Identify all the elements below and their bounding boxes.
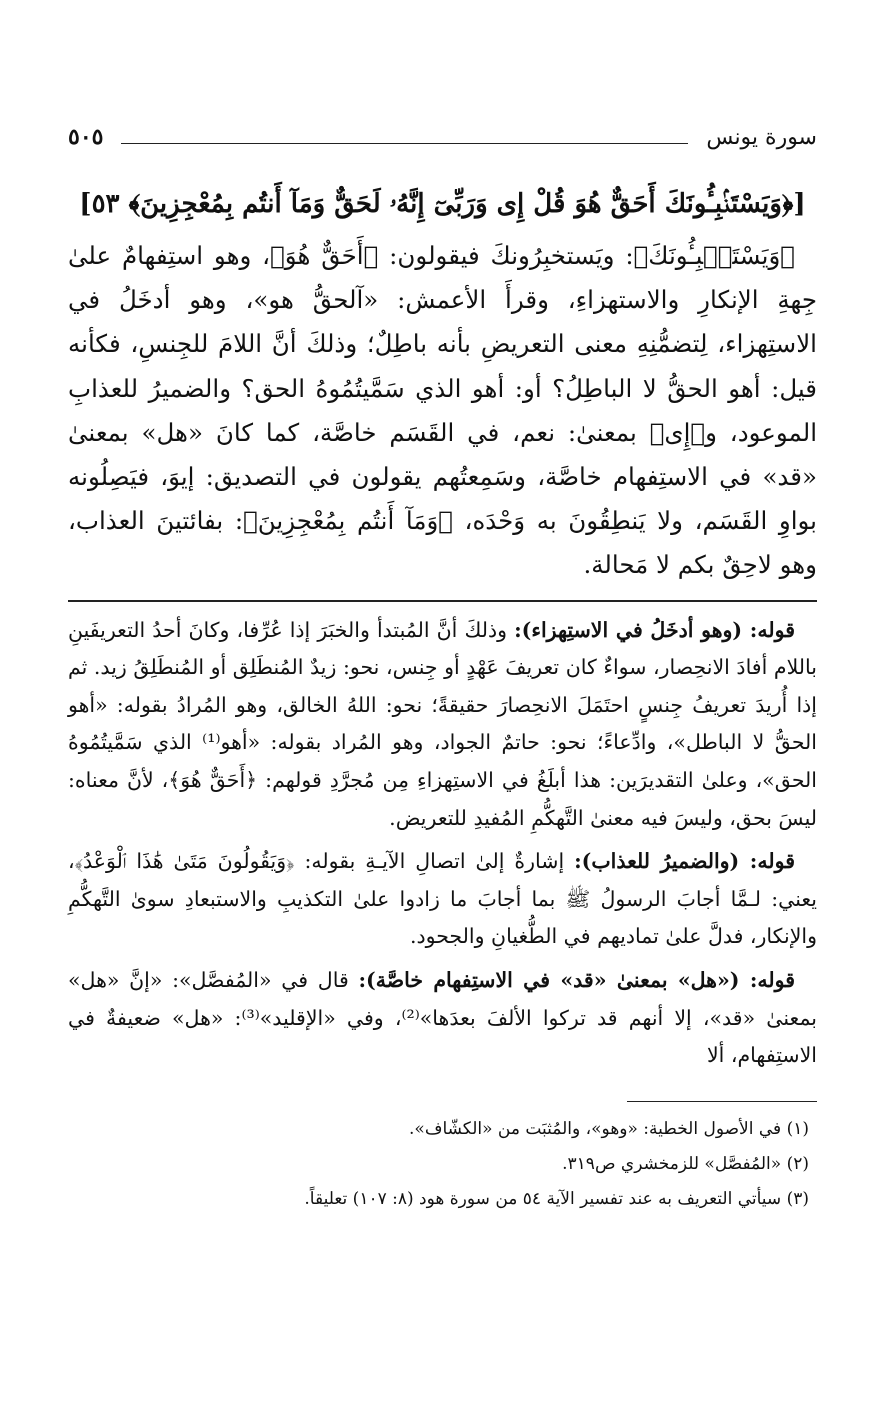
- commentary-lead: قوله: (والضميرُ للعذاب):: [574, 849, 795, 874]
- commentary-text: وذلكَ أنَّ المُبتدأ والخبَرَ إذا عُرِّفا، وكانَ أحدُ التعريفَينِ باللام أفادَ الانحِصار، سواءٌ كان تعريفَ عَهْدٍ أو جِنس، نحو: زيدٌ المُنطَلِق أو المُنطَلِقُ زيد. ثم إذا أُريدَ تعريفُ جِنسٍ احتَمَلَ الانحِصارَ حقيقةً؛ نحو: اللهُ الخالق، وهو المُرادُ بقوله: «أهو الحقُّ لا الباطل»، وادِّعاءً؛ نحو: حاتمٌ الجواد، وهو المُراد بقوله: «أهو⁽¹⁾ الذي سَمَّيتُمُوهُ الحق»، وعلىٰ التقديرَين: هذا أبلَغُ في الاستِهزاءِ مِن مُجرَّدِ قولهم: ﴿أَحَقٌّ هُوَ﴾، لأنَّ معناه: ليسَ بحق، وليسَ فيه معنىٰ التَّهكُّمِ المُفيدِ للتعريض.: [68, 617, 817, 830]
- commentary-lead: قوله: («هل» بمعنىٰ «قد» في الاستِفهام خاصَّة):: [358, 967, 796, 992]
- commentary-lead: قوله: (وهو أدخَلُ في الاستِهزاء):: [514, 617, 796, 642]
- main-paragraph: ﴿وَيَسْتَنۢبِـُٔونَكَ﴾: ويَستخبِرُونكَ فيقولون: ﴿أَحَقٌّ هُوَ﴾، وهو استِفهامٌ علىٰ جِهةِ الإنكارِ والاستهزاءِ، وقرأَ الأعمش: «آلحقُّ هو»، وهو أدخَلُ في الاستِهزاء، لِتضمُّنِهِ معنى التعريضِ بأنه باطِلٌ؛ وذلكَ أنَّ اللامَ للجِنسِ، فكأنه قيل: أهو الحقُّ لا الباطِلُ؟ أو: أهو الذي سَمَّيتُمُوهُ الحق؟ والضميرُ للعذابِ الموعود، و﴿إِى﴾ بمعنىٰ: نعم، في القَسَم خاصَّة، كما كانَ «هل» بمعنىٰ «قد» في الاستِفهام خاصَّة، وسَمِعتُهم يقولون في التصديق: إيوَ، فيَصِلُونه بواوِ القَسَم، ولا يَنطِقُونَ به وَحْدَه، ﴿وَمَآ أَنتُم بِمُعْجِزِينَ﴾: بفائتينَ العذاب، وهو لاحِقٌ بكم لا مَحالة.: [68, 241, 817, 580]
- footnote-item: (١) في الأصول الخطية: «وهو»، والمُثبَت من «الكشّاف».: [409, 1118, 809, 1139]
- quran-verse: [﴿وَيَسْتَنۢبِـُٔونَكَ أَحَقٌّ هُوَ قُلْ إِى وَرَبِّىٓ إِنَّهُۥ لَحَقٌّ وَمَآ أَنتُم بِمُعْجِزِينَ﴾ ٥٣]: [79, 189, 806, 219]
- page-number: ٥٠٥: [68, 124, 104, 150]
- header-rule: [121, 143, 688, 144]
- book-page: [68, 118, 817, 1217]
- footnote-item: (٣) سيأتي التعريف به عند تفسير الآية ٥٤ من سورة هود (٨: ١٠٧) تعليقاً.: [304, 1188, 809, 1209]
- commentary-text: إشارةٌ إلىٰ اتصالِ الآيـةِ بقوله: ﴿وَيَقُولُونَ مَتَىٰ هَٰذَا ٱلْوَعْدُ﴾، يعني: لـمَّا أجابَ الرسولُ ﷺ بما أجابَ ما زادوا علىٰ التكذيبِ والاستبعادِ سوىٰ التَّهكُّمِ والإنكار، فدلَّ علىٰ تماديهم في الطُّغيانِ والجحود.: [68, 849, 817, 949]
- main-tafsir-text: [68, 234, 817, 588]
- commentary-section: [68, 612, 817, 1075]
- footnote-rule: [627, 1101, 817, 1102]
- commentary-paragraph: [68, 843, 817, 956]
- footnotes: [68, 1112, 817, 1217]
- page-header: [68, 118, 817, 156]
- commentary-paragraph: [68, 612, 817, 838]
- commentary-text: قال في «المُفصَّل»: «إنَّ «هل» بمعنىٰ «قد»، إلا أنهم قد تركوا الألفَ بعدَها»⁽²⁾، وفي «الإقليد»⁽³⁾: «هل» ضعيفةٌ في الاستِفهام، ألا: [68, 967, 818, 1068]
- commentary-paragraph: [68, 962, 817, 1075]
- section-divider: [68, 600, 817, 602]
- surah-title: سورة يونس: [706, 124, 817, 150]
- footnote-item: (٢) «المُفصَّل» للزمخشري ص٣١٩.: [562, 1153, 809, 1174]
